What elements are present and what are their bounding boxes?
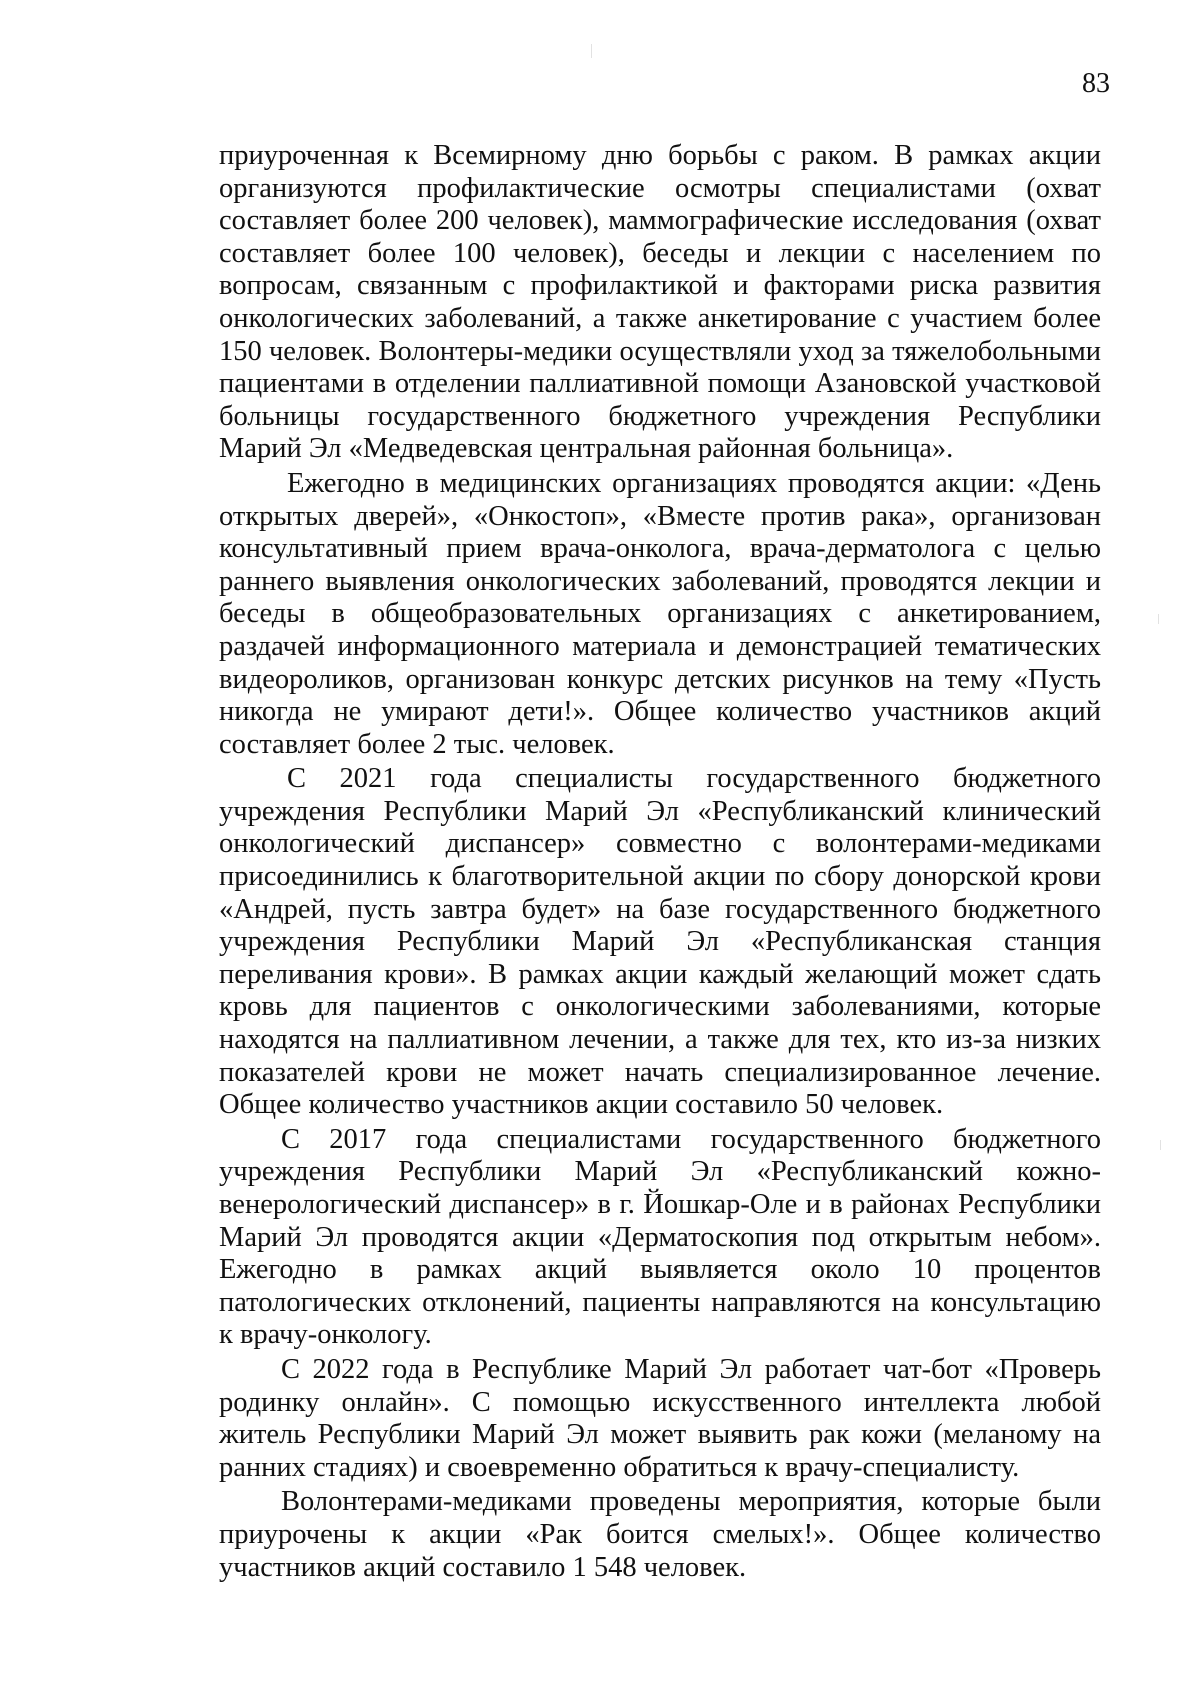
scan-artifact-top <box>591 44 592 58</box>
paragraph-annual-actions: Ежегодно в медицинских организациях проводятся акции: «День открытых дверей», «Онкостоп», «Вместе против рака», организован консультативный прием врача-онколога, врача-дерматолога с целью раннего выявления онкологических заболеваний, проводятся лекции и беседы в общеобразовательных организациях с анкетированием, раздачей информационного материала и демонстрацией тематических видеороликов, организован конкурс детских рисунков на тему «Пусть никогда не умирают дети!». Общее количество участников акций составляет более 2 тыс. человек. <box>219 467 1101 760</box>
paragraph-continuation: приуроченная к Всемирному дню борьбы с раком. В рамках акции организуются профилактические осмотры специалистами (охват составляет более 200 человек), маммографические исследования (охват составляет более 100 человек), беседы и лекции с населением по вопросам, связанным с профилактикой и факторами риска развития онкологических заболеваний, а также анкетирование с участием более 150 человек. Волонтеры-медики осуществляли уход за тяжелобольными пациентами в отделении паллиативной помощи Азановской участковой больницы государственного бюджетного учреждения Республики Марий Эл «Медведевская центральная районная больница». <box>219 140 1101 465</box>
paragraph-donor-blood-action: С 2021 года специалисты государственного бюджетного учреждения Республики Марий Эл «Республиканский клинический онкологический диспансер» совместно с волонтерами-медиками присоединились к благотворительной акции по сбору донорской крови «Андрей, пусть завтра будет» на базе государственного бюджетного учреждения Республики Марий Эл «Республиканская станция переливания крови». В рамках акции каждый желающий может сдать кровь для пациентов с онкологическими заболеваниями, которые находятся на паллиативном лечении, а также для тех, кто из-за низких показателей крови не может начать специализированное лечение. Общее количество участников акции составило 50 человек. <box>219 763 1101 1121</box>
scan-artifact-right-1 <box>1158 614 1159 624</box>
page-number: 83 <box>1082 68 1110 99</box>
document-body <box>219 140 1101 1586</box>
paragraph-dermatoscopy-action: С 2017 года специалистами государственного бюджетного учреждения Республики Марий Эл «Республиканский кожно-венерологический диспансер» в г. Йошкар-Оле и в районах Республики Марий Эл проводятся акции «Дерматоскопия под открытым небом». Ежегодно в рамках акций выявляется около 10 процентов патологических отклонений, пациенты направляются на консультацию к врачу-онкологу. <box>219 1123 1101 1351</box>
paragraph-volunteers: Волонтерами-медиками проведены мероприятия, которые были приурочены к акции «Рак боится смелых!». Общее количество участников акций составило 1 548 человек. <box>219 1486 1101 1583</box>
paragraph-chat-bot: С 2022 года в Республике Марий Эл работает чат-бот «Проверь родинку онлайн». С помощью искусственного интеллекта любой житель Республики Марий Эл может выявить рак кожи (меланому на ранних стадиях) и своевременно обратиться к врачу-специалисту. <box>219 1353 1101 1483</box>
scan-artifact-right-2 <box>1160 1140 1161 1150</box>
